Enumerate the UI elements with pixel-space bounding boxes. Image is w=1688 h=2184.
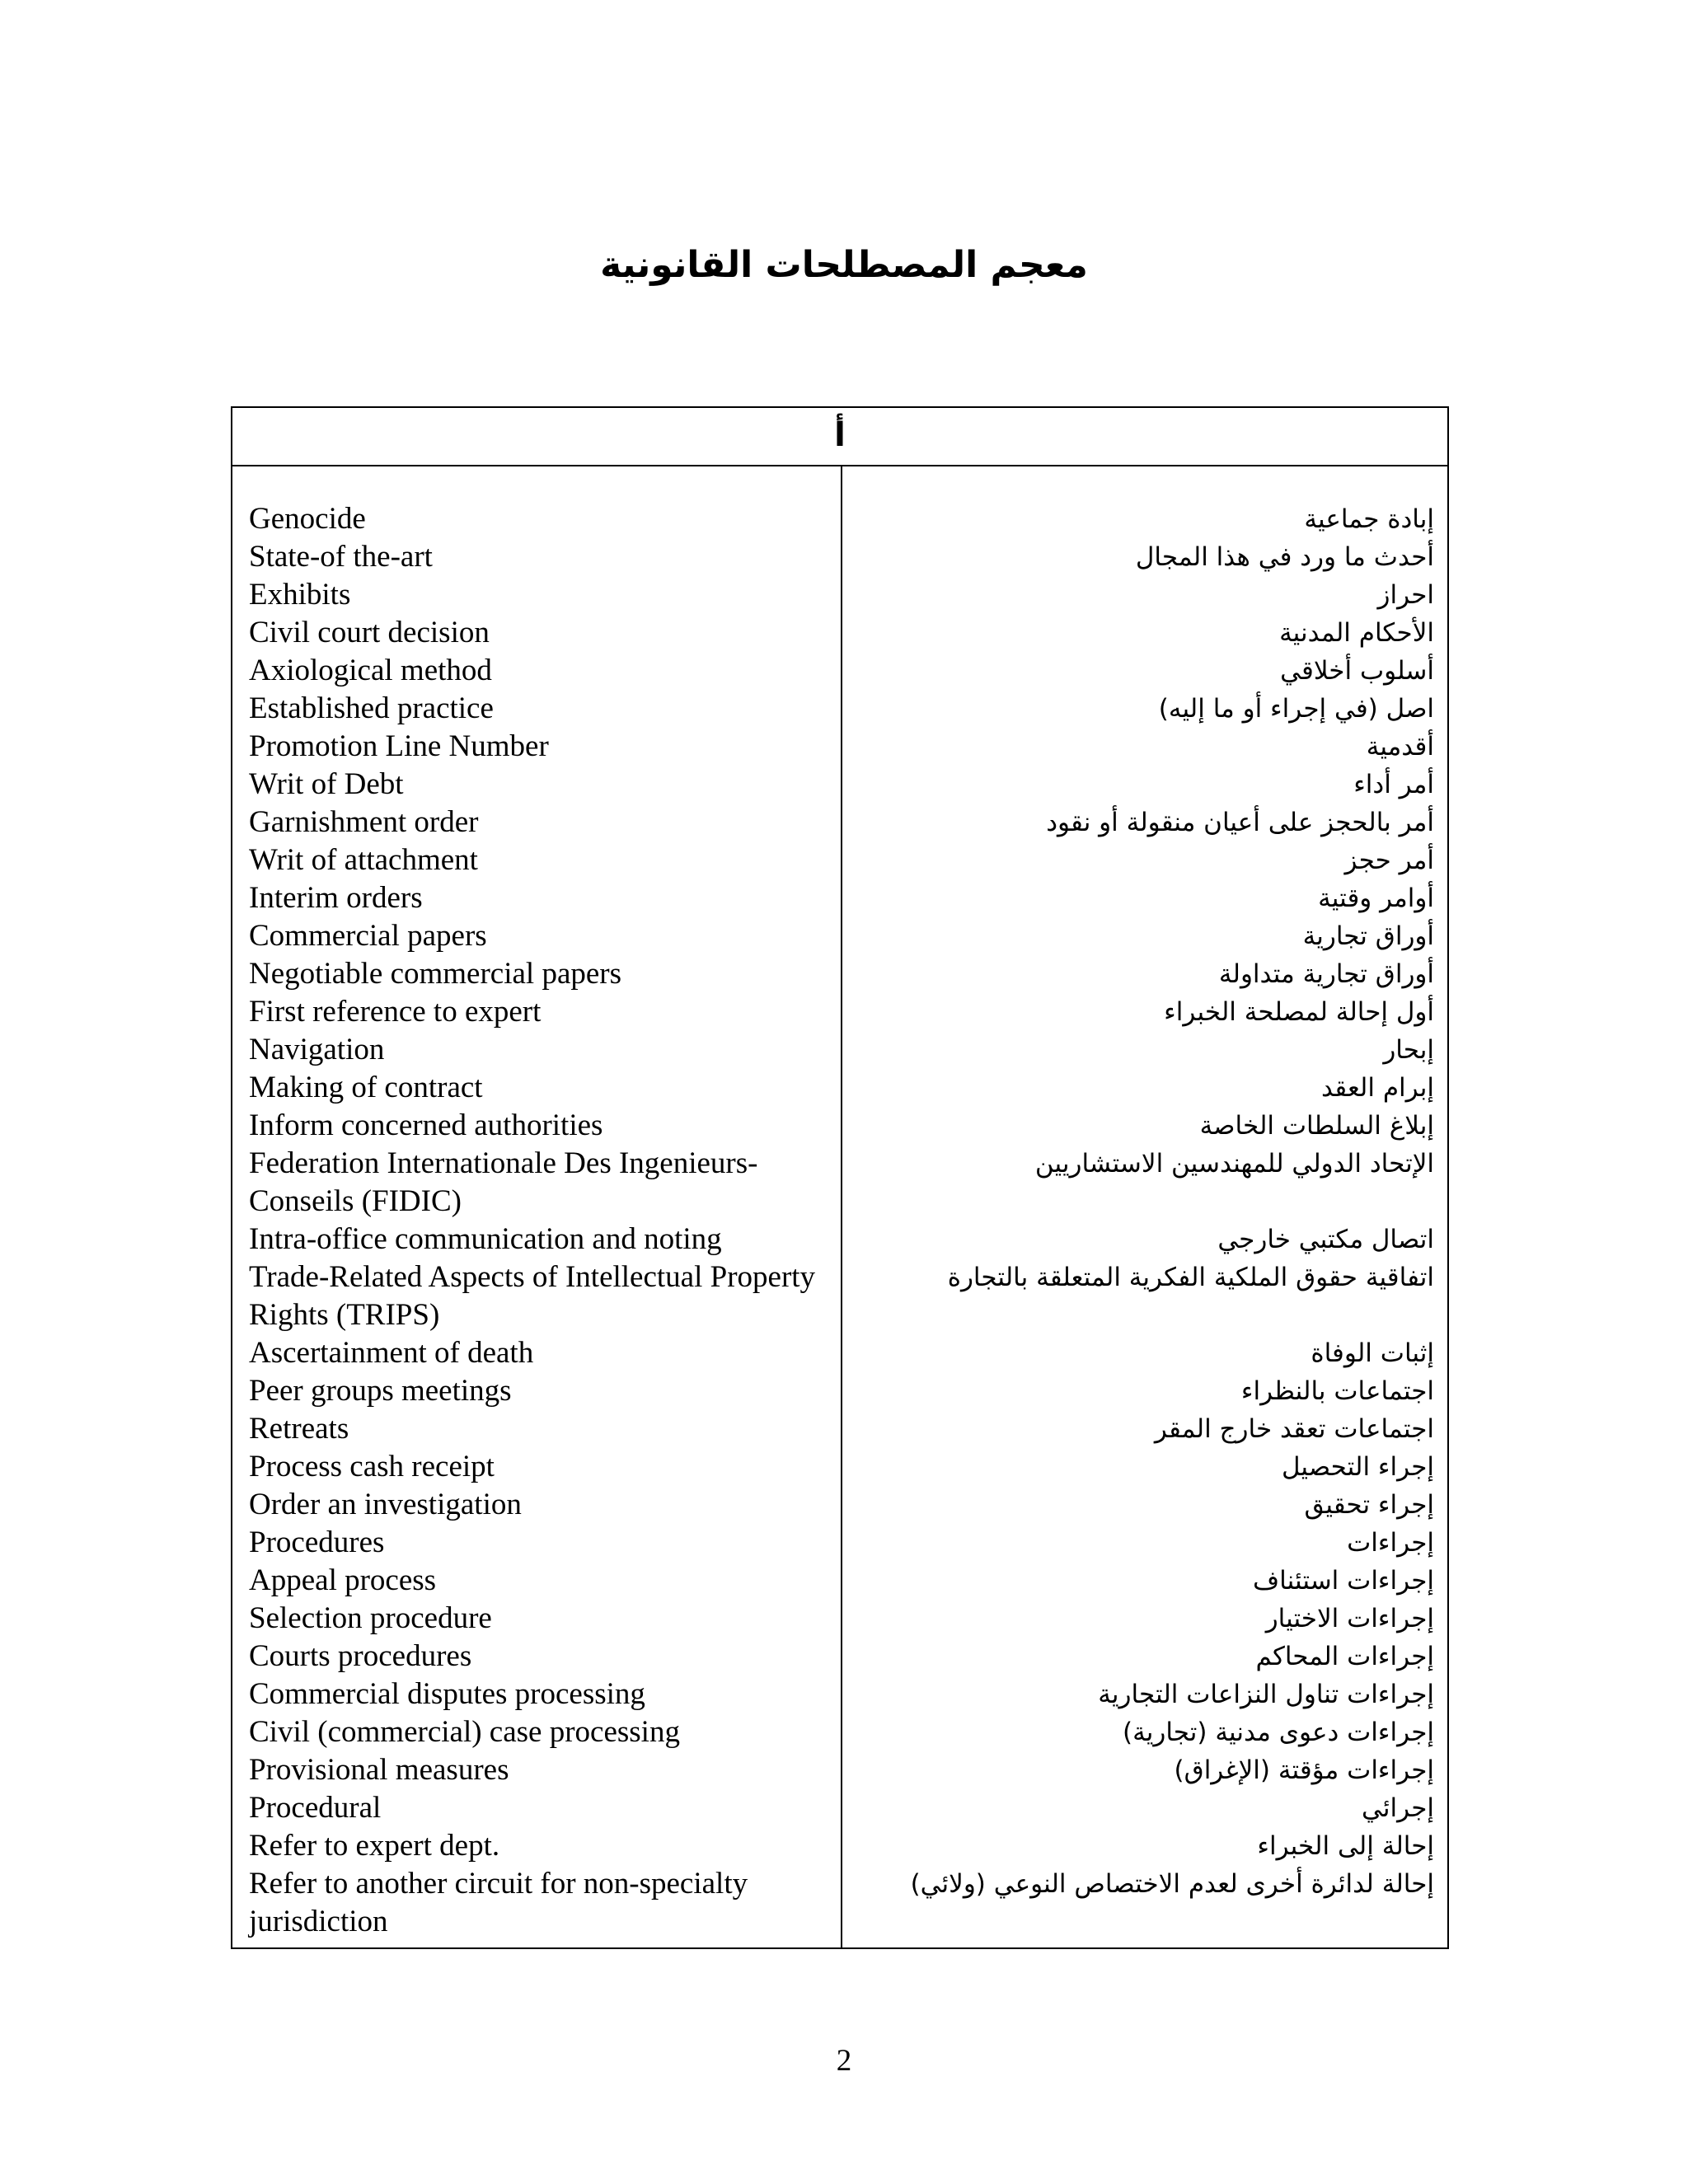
english-term: Procedural	[249, 1791, 382, 1825]
english-term: Making of contract	[249, 1071, 483, 1104]
arabic-term: إجراء تحقيق	[1304, 1490, 1434, 1520]
arabic-term: إحالة إلى الخبراء	[1257, 1831, 1434, 1861]
english-terms-column	[232, 500, 841, 1941]
english-term: Writ of attachment	[249, 843, 478, 877]
arabic-term: أقدمية	[1366, 732, 1434, 762]
english-term: Process cash receipt	[249, 1450, 495, 1483]
english-term: Trade-Related Aspects of Intellectual Property Rights (TRIPS)	[249, 1260, 816, 1332]
english-term: Intra-office communication and noting	[249, 1222, 722, 1256]
arabic-term: أمر بالحجز على أعيان منقولة أو نقود	[1046, 808, 1434, 837]
arabic-term: إبحار	[1383, 1035, 1434, 1065]
english-term: Provisional measures	[249, 1753, 509, 1787]
arabic-term: إجراءات المحاكم	[1255, 1642, 1434, 1671]
arabic-term: إجراء التحصيل	[1281, 1452, 1434, 1482]
arabic-term: الأحكام المدنية	[1279, 618, 1434, 648]
english-term: Appeal process	[249, 1563, 437, 1597]
english-term: Refer to another circuit for non-specialty jurisdiction	[249, 1867, 748, 1938]
arabic-term: إجرائي	[1362, 1793, 1434, 1823]
english-term: Retreats	[249, 1412, 349, 1446]
arabic-term: أوراق تجارية متداولة	[1218, 959, 1434, 989]
section-letter-header: أ	[232, 408, 1447, 466]
arabic-term: إبلاغ السلطات الخاصة	[1199, 1111, 1434, 1141]
english-term: Federation Internationale Des Ingenieurs-Conseils (FIDIC)	[249, 1146, 758, 1218]
arabic-term: إجراءات دعوى مدنية (تجارية)	[1123, 1718, 1434, 1747]
arabic-term: أمر حجز	[1344, 846, 1434, 875]
arabic-term: اجتماعات بالنظراء	[1240, 1376, 1434, 1406]
arabic-term: اجتماعات تعقد خارج المقر	[1154, 1414, 1434, 1444]
english-term: Writ of Debt	[249, 767, 404, 801]
arabic-term: أحدث ما ورد في هذا المجال	[1135, 542, 1434, 572]
arabic-term: اتصال مكتبي خارجي	[1217, 1225, 1434, 1254]
english-term: Civil (commercial) case processing	[249, 1715, 680, 1749]
arabic-term: الإتحاد الدولي للمهندسين الاستشاريين	[1034, 1149, 1434, 1179]
arabic-term: إجراءات مؤقتة (الإغراق)	[1174, 1755, 1434, 1785]
english-term: Selection procedure	[249, 1601, 492, 1635]
english-term: Garnishment order	[249, 805, 479, 839]
arabic-term: احراز	[1377, 580, 1434, 610]
arabic-term: أوراق تجارية	[1302, 921, 1434, 951]
arabic-term: إثبات الوفاة	[1311, 1338, 1434, 1368]
arabic-term: إجراءات استئناف	[1253, 1566, 1434, 1596]
english-term: Genocide	[249, 502, 366, 536]
arabic-term: أوامر وقتية	[1318, 883, 1434, 913]
arabic-term: إحالة لدائرة أخرى لعدم الاختصاص النوعي (ولائي)	[910, 1869, 1434, 1899]
english-term: Negotiable commercial papers	[249, 957, 622, 991]
english-term: Procedures	[249, 1526, 385, 1559]
english-term: Navigation	[249, 1033, 385, 1066]
arabic-term: إجراءات الاختيار	[1265, 1604, 1434, 1633]
english-term: Ascertainment of death	[249, 1336, 534, 1370]
arabic-term: إجراءات تناول النزاعات التجارية	[1098, 1680, 1434, 1709]
english-term: Axiological method	[249, 654, 492, 687]
page-number: 2	[836, 2044, 852, 2078]
arabic-terms-column	[842, 500, 1449, 1941]
arabic-term: إبرام العقد	[1321, 1073, 1434, 1103]
english-term: Courts procedures	[249, 1639, 472, 1673]
english-term: Promotion Line Number	[249, 729, 549, 763]
english-term: Exhibits	[249, 578, 351, 612]
glossary-table	[231, 406, 1449, 1949]
arabic-term: اتفاقية حقوق الملكية الفكرية المتعلقة بالتجارة	[947, 1263, 1434, 1292]
english-term: Inform concerned authorities	[249, 1108, 603, 1142]
english-term: State-of the-art	[249, 540, 433, 574]
english-term: Refer to expert dept.	[249, 1829, 500, 1863]
arabic-term: إجراءات	[1347, 1528, 1434, 1558]
arabic-term: أسلوب أخلاقي	[1280, 656, 1434, 686]
english-term: Established practice	[249, 691, 494, 725]
english-term: Peer groups meetings	[249, 1374, 512, 1408]
page-title: معجم المصطلحات القانونية	[600, 244, 1088, 286]
english-term: Order an investigation	[249, 1488, 522, 1521]
arabic-term: أمر أداء	[1353, 770, 1434, 799]
arabic-term: إبادة جماعية	[1304, 504, 1434, 534]
english-term: Interim orders	[249, 881, 423, 915]
english-term: Commercial disputes processing	[249, 1677, 645, 1711]
arabic-term: أول إحالة لمصلحة الخبراء	[1164, 997, 1434, 1027]
english-term: Commercial papers	[249, 919, 487, 953]
english-term: First reference to expert	[249, 995, 542, 1029]
english-term: Civil court decision	[249, 616, 490, 649]
arabic-term: اصل (في إجراء أو ما إليه)	[1158, 694, 1434, 724]
